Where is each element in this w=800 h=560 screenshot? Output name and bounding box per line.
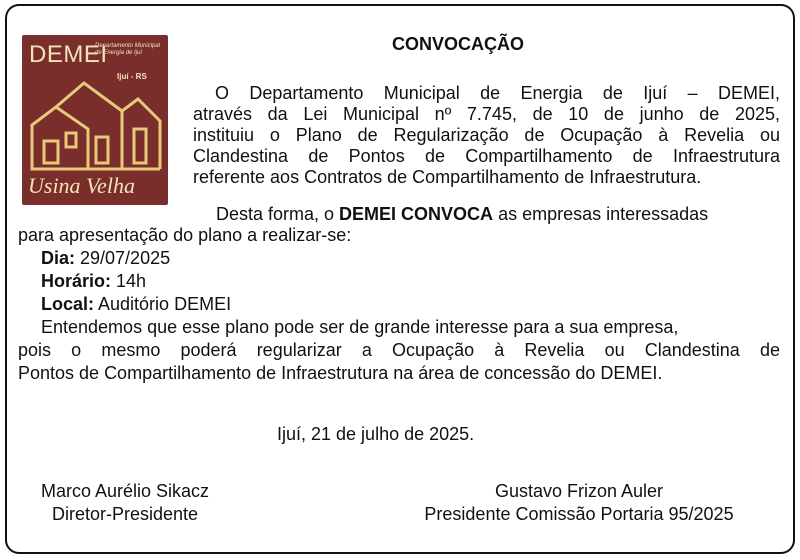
paragraph2-suffix: as empresas interessadas xyxy=(493,204,709,224)
detail-day xyxy=(41,248,170,269)
logo-subtitle: Departamento Municipal de Energia de Ijuí xyxy=(95,43,161,56)
place-value: Auditório DEMEI xyxy=(94,294,232,314)
paragraph2-line xyxy=(216,204,708,225)
logo-brand: DEMEI xyxy=(29,41,108,68)
paragraph3-line: Pontos de Compartilhamento de Infraestrutura na área de concessão do DEMEI. xyxy=(18,363,663,383)
paragraph1-line: Clandestina de Pontos de Compartilhamento de Infraestrutura xyxy=(193,146,780,166)
paragraph3-line: pois o mesmo poderá regularizar a Ocupação à Revelia ou Clandestina de xyxy=(18,340,780,360)
time-label: Horário: xyxy=(41,271,112,291)
signature-role-right: Presidente Comissão Portaria 95/2025 xyxy=(424,504,734,524)
logo-city: Ijuí - RS xyxy=(117,72,147,81)
paragraph1-line: através da Lei Municipal nº 7.745, de 10 de junho de 2025, xyxy=(193,104,780,124)
paragraph3-line: Entendemos que esse plano pode ser de grande interesse para a sua empresa, xyxy=(41,317,679,337)
date-line: Ijuí, 21 de julho de 2025. xyxy=(277,424,475,444)
logo-caption: Usina Velha xyxy=(28,173,135,198)
detail-place xyxy=(41,294,231,315)
paragraph1-line: O Departamento Municipal de Energia de Ijuí – DEMEI, xyxy=(215,83,780,103)
day-label: Dia: xyxy=(41,248,76,268)
time-value: 14h xyxy=(111,271,147,291)
signature-name-left: Marco Aurélio Sikacz xyxy=(40,481,210,501)
detail-time xyxy=(41,271,146,292)
day-value: 29/07/2025 xyxy=(75,248,171,268)
signature-name-right: Gustavo Frizon Auler xyxy=(494,481,664,501)
paragraph2-line2: para apresentação do plano a realizar-se: xyxy=(18,225,352,245)
signature-role-left: Diretor-Presidente xyxy=(51,504,199,524)
paragraph1-line: referente aos Contratos de Compartilhamento de Infraestrutura. xyxy=(193,167,702,187)
place-label: Local: xyxy=(41,294,95,314)
paragraph1-line: instituiu o Plano de Regularização de Ocupação à Revelia ou xyxy=(193,125,780,145)
building-icon xyxy=(26,77,164,173)
notice-title: CONVOCAÇÃO xyxy=(392,34,525,54)
convoca-highlight: DEMEI CONVOCA xyxy=(339,204,494,224)
demei-logo xyxy=(22,35,168,205)
paragraph2-prefix: Desta forma, o xyxy=(216,204,340,224)
